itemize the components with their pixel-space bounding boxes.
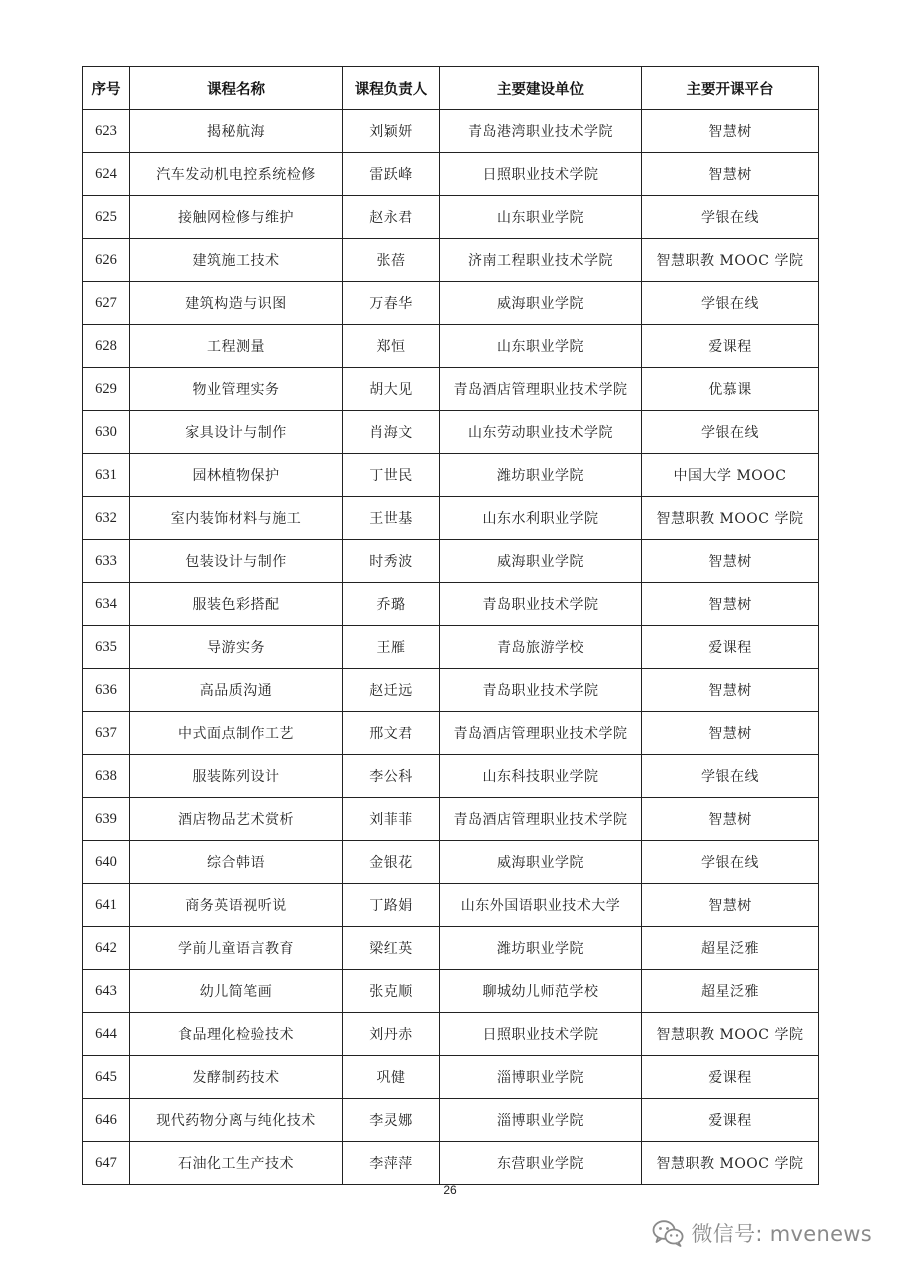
cell-serial-number: 638 <box>83 755 130 798</box>
cell-building-unit: 青岛职业技术学院 <box>440 583 642 626</box>
wechat-icon <box>652 1219 684 1247</box>
cell-building-unit: 青岛酒店管理职业技术学院 <box>440 798 642 841</box>
cell-platform: 学银在线 <box>642 411 819 454</box>
cell-course-name: 包装设计与制作 <box>130 540 343 583</box>
cell-course-name: 汽车发动机电控系统检修 <box>130 153 343 196</box>
cell-course-name: 高品质沟通 <box>130 669 343 712</box>
cell-course-owner: 李萍萍 <box>343 1142 440 1185</box>
cell-course-owner: 巩健 <box>343 1056 440 1099</box>
cell-platform: 智慧职教 MOOC 学院 <box>642 1013 819 1056</box>
cell-course-owner: 刘丹赤 <box>343 1013 440 1056</box>
cell-platform: 爱课程 <box>642 1099 819 1142</box>
cell-platform: 中国大学 MOOC <box>642 454 819 497</box>
cell-platform: 爱课程 <box>642 325 819 368</box>
table-row <box>83 884 819 927</box>
cell-course-name: 酒店物品艺术赏析 <box>130 798 343 841</box>
cell-building-unit: 山东职业学院 <box>440 325 642 368</box>
cell-course-owner: 雷跃峰 <box>343 153 440 196</box>
cell-platform: 智慧树 <box>642 540 819 583</box>
cell-platform: 智慧树 <box>642 153 819 196</box>
cell-platform: 学银在线 <box>642 841 819 884</box>
cell-platform: 优慕课 <box>642 368 819 411</box>
cell-platform: 爱课程 <box>642 626 819 669</box>
table-row <box>83 669 819 712</box>
cell-course-owner: 郑恒 <box>343 325 440 368</box>
cell-course-name: 学前儿童语言教育 <box>130 927 343 970</box>
table-row <box>83 712 819 755</box>
cell-course-name: 揭秘航海 <box>130 110 343 153</box>
cell-platform: 智慧树 <box>642 884 819 927</box>
cell-course-name: 中式面点制作工艺 <box>130 712 343 755</box>
cell-serial-number: 632 <box>83 497 130 540</box>
cell-serial-number: 639 <box>83 798 130 841</box>
cell-building-unit: 日照职业技术学院 <box>440 1013 642 1056</box>
cell-platform: 学银在线 <box>642 196 819 239</box>
cell-course-owner: 赵永君 <box>343 196 440 239</box>
cell-platform: 智慧职教 MOOC 学院 <box>642 497 819 540</box>
cell-serial-number: 635 <box>83 626 130 669</box>
table-row <box>83 368 819 411</box>
cell-course-owner: 王雁 <box>343 626 440 669</box>
cell-building-unit: 青岛旅游学校 <box>440 626 642 669</box>
cell-building-unit: 潍坊职业学院 <box>440 454 642 497</box>
cell-course-owner: 金银花 <box>343 841 440 884</box>
cell-serial-number: 624 <box>83 153 130 196</box>
table-row <box>83 755 819 798</box>
cell-building-unit: 青岛酒店管理职业技术学院 <box>440 368 642 411</box>
cell-course-name: 接触网检修与维护 <box>130 196 343 239</box>
cell-course-owner: 胡大见 <box>343 368 440 411</box>
cell-course-owner: 王世基 <box>343 497 440 540</box>
cell-serial-number: 636 <box>83 669 130 712</box>
cell-course-owner: 张克顺 <box>343 970 440 1013</box>
table-row <box>83 841 819 884</box>
table-row <box>83 239 819 282</box>
cell-building-unit: 淄博职业学院 <box>440 1056 642 1099</box>
cell-platform: 智慧树 <box>642 110 819 153</box>
cell-course-name: 发酵制药技术 <box>130 1056 343 1099</box>
cell-course-owner: 时秀波 <box>343 540 440 583</box>
cell-course-owner: 赵迁远 <box>343 669 440 712</box>
cell-serial-number: 645 <box>83 1056 130 1099</box>
table-row <box>83 110 819 153</box>
cell-building-unit: 青岛职业技术学院 <box>440 669 642 712</box>
cell-course-name: 商务英语视听说 <box>130 884 343 927</box>
cell-serial-number: 642 <box>83 927 130 970</box>
table-row <box>83 970 819 1013</box>
cell-building-unit: 山东水利职业学院 <box>440 497 642 540</box>
table-body <box>83 110 819 1185</box>
wechat-watermark <box>652 1218 873 1248</box>
cell-serial-number: 640 <box>83 841 130 884</box>
cell-serial-number: 633 <box>83 540 130 583</box>
cell-building-unit: 青岛酒店管理职业技术学院 <box>440 712 642 755</box>
table-row <box>83 1013 819 1056</box>
cell-serial-number: 623 <box>83 110 130 153</box>
cell-building-unit: 威海职业学院 <box>440 282 642 325</box>
cell-building-unit: 东营职业学院 <box>440 1142 642 1185</box>
table-row <box>83 798 819 841</box>
table-row <box>83 927 819 970</box>
cell-serial-number: 629 <box>83 368 130 411</box>
header-course-owner: 课程负责人 <box>343 67 440 110</box>
table-row <box>83 1099 819 1142</box>
cell-course-name: 家具设计与制作 <box>130 411 343 454</box>
cell-serial-number: 630 <box>83 411 130 454</box>
cell-building-unit: 潍坊职业学院 <box>440 927 642 970</box>
cell-building-unit: 日照职业技术学院 <box>440 153 642 196</box>
cell-course-name: 物业管理实务 <box>130 368 343 411</box>
cell-course-name: 幼儿简笔画 <box>130 970 343 1013</box>
table-row <box>83 282 819 325</box>
cell-platform: 智慧树 <box>642 712 819 755</box>
cell-course-owner: 李公科 <box>343 755 440 798</box>
table-row <box>83 411 819 454</box>
cell-platform: 智慧树 <box>642 798 819 841</box>
cell-course-owner: 丁世民 <box>343 454 440 497</box>
header-serial-number: 序号 <box>83 67 130 110</box>
cell-course-name: 室内装饰材料与施工 <box>130 497 343 540</box>
cell-serial-number: 627 <box>83 282 130 325</box>
cell-platform: 超星泛雅 <box>642 927 819 970</box>
cell-platform: 学银在线 <box>642 282 819 325</box>
cell-serial-number: 646 <box>83 1099 130 1142</box>
cell-serial-number: 628 <box>83 325 130 368</box>
watermark-text: 微信号: mvenews <box>691 1222 872 1246</box>
cell-course-name: 服装色彩搭配 <box>130 583 343 626</box>
cell-building-unit: 威海职业学院 <box>440 841 642 884</box>
cell-course-name: 园林植物保护 <box>130 454 343 497</box>
table-row <box>83 153 819 196</box>
table-row <box>83 325 819 368</box>
course-table <box>82 66 819 1185</box>
header-course-name: 课程名称 <box>130 67 343 110</box>
cell-building-unit: 济南工程职业技术学院 <box>440 239 642 282</box>
cell-platform: 智慧职教 MOOC 学院 <box>642 239 819 282</box>
header-platform: 主要开课平台 <box>642 67 819 110</box>
cell-serial-number: 634 <box>83 583 130 626</box>
cell-building-unit: 山东劳动职业技术学院 <box>440 411 642 454</box>
cell-course-name: 建筑构造与识图 <box>130 282 343 325</box>
cell-course-owner: 邢文君 <box>343 712 440 755</box>
cell-serial-number: 631 <box>83 454 130 497</box>
cell-course-owner: 梁红英 <box>343 927 440 970</box>
cell-course-name: 石油化工生产技术 <box>130 1142 343 1185</box>
cell-building-unit: 淄博职业学院 <box>440 1099 642 1142</box>
table-header-row <box>83 67 819 110</box>
cell-course-name: 现代药物分离与纯化技术 <box>130 1099 343 1142</box>
cell-building-unit: 威海职业学院 <box>440 540 642 583</box>
cell-course-name: 导游实务 <box>130 626 343 669</box>
cell-course-name: 服装陈列设计 <box>130 755 343 798</box>
cell-platform: 爱课程 <box>642 1056 819 1099</box>
cell-course-owner: 李灵娜 <box>343 1099 440 1142</box>
cell-course-owner: 张蓓 <box>343 239 440 282</box>
cell-building-unit: 山东职业学院 <box>440 196 642 239</box>
cell-course-owner: 万春华 <box>343 282 440 325</box>
cell-building-unit: 聊城幼儿师范学校 <box>440 970 642 1013</box>
cell-platform: 智慧职教 MOOC 学院 <box>642 1142 819 1185</box>
cell-serial-number: 643 <box>83 970 130 1013</box>
cell-course-owner: 刘颖妍 <box>343 110 440 153</box>
cell-course-name: 食品理化检验技术 <box>130 1013 343 1056</box>
table-row <box>83 454 819 497</box>
table-row <box>83 583 819 626</box>
cell-serial-number: 647 <box>83 1142 130 1185</box>
cell-platform: 智慧树 <box>642 583 819 626</box>
cell-platform: 学银在线 <box>642 755 819 798</box>
cell-serial-number: 625 <box>83 196 130 239</box>
cell-course-name: 综合韩语 <box>130 841 343 884</box>
table-row <box>83 626 819 669</box>
cell-platform: 超星泛雅 <box>642 970 819 1013</box>
table-row <box>83 497 819 540</box>
cell-serial-number: 644 <box>83 1013 130 1056</box>
cell-course-owner: 肖海文 <box>343 411 440 454</box>
table-row <box>83 196 819 239</box>
cell-serial-number: 641 <box>83 884 130 927</box>
cell-course-owner: 乔璐 <box>343 583 440 626</box>
cell-building-unit: 山东外国语职业技术大学 <box>440 884 642 927</box>
cell-serial-number: 626 <box>83 239 130 282</box>
cell-course-owner: 刘菲菲 <box>343 798 440 841</box>
cell-platform: 智慧树 <box>642 669 819 712</box>
cell-building-unit: 山东科技职业学院 <box>440 755 642 798</box>
cell-building-unit: 青岛港湾职业技术学院 <box>440 110 642 153</box>
page-number: 26 <box>443 1183 457 1197</box>
table-row <box>83 1056 819 1099</box>
table-row <box>83 540 819 583</box>
cell-course-name: 工程测量 <box>130 325 343 368</box>
cell-course-owner: 丁路娟 <box>343 884 440 927</box>
cell-course-name: 建筑施工技术 <box>130 239 343 282</box>
table-row <box>83 1142 819 1185</box>
header-building-unit: 主要建设单位 <box>440 67 642 110</box>
cell-serial-number: 637 <box>83 712 130 755</box>
